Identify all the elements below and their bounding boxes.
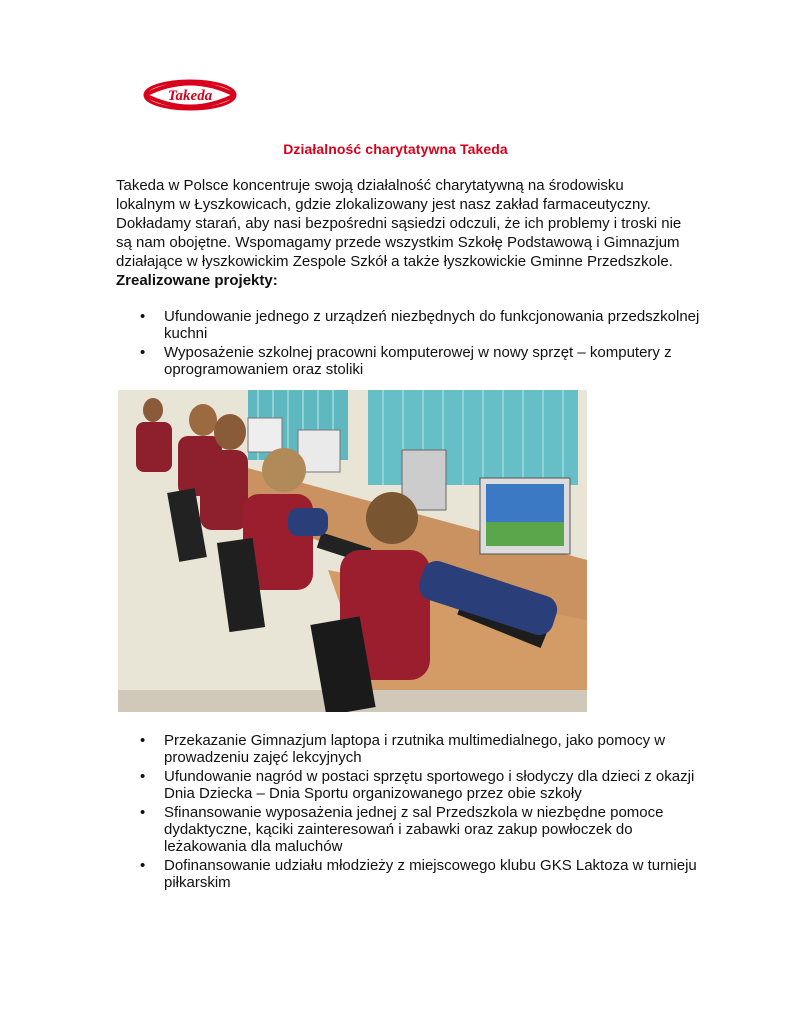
- list-item: [140, 344, 700, 378]
- bullet-icon: •: [140, 804, 146, 821]
- page-title: Działalność charytatywna Takeda: [283, 141, 508, 157]
- list-item-text: Przekazanie Gimnazjum laptopa i rzutnika multimedialnego, jako pomocy w prowadzeniu zajęć lekcyjnych: [164, 732, 666, 766]
- logo-text: Takeda: [167, 88, 213, 104]
- takeda-logo: [142, 76, 238, 114]
- list-item: [140, 804, 700, 855]
- list-item: [140, 732, 700, 766]
- projects-list-2: [140, 732, 700, 893]
- list-item-text: Ufundowanie jednego z urządzeń niezbędnych do funkcjonowania przedszkolnej kuchni: [164, 308, 700, 342]
- bullet-icon: •: [140, 308, 146, 325]
- bullet-icon: •: [140, 344, 146, 361]
- list-item: [140, 308, 700, 342]
- classroom-photo: [118, 390, 587, 712]
- list-item-text: Wyposażenie szkolnej pracowni komputerowej w nowy sprzęt – komputery z oprogramowaniem oraz stoliki: [164, 344, 672, 378]
- bullet-icon: •: [140, 768, 146, 785]
- projects-list-1: [140, 308, 700, 380]
- list-item-text: Sfinansowanie wyposażenia jednej z sal Przedszkola w niezbędne pomoce dydaktyczne, kąciki zainteresowań i zabawki oraz zakup powłoczek do leżakowania dla maluchów: [164, 804, 664, 855]
- intro-paragraph: Takeda w Polsce koncentruje swoją działalność charytatywną na środowisku lokalnym w Łyszkowicach, gdzie zlokalizowany jest nasz zakład farmaceutyczny. Dokładamy starań, aby nasi bezpośredni sąsiedzi odczuli, że ich problemy i troski nie są nam obojętne. Wspomagamy przede wszystkim Szkołę Podstawową i Gimnazjum działające w łyszkowickim Zespole Szkół a także łyszkowickie Gminne Przedszkole.: [116, 177, 682, 270]
- list-item: [140, 768, 700, 802]
- list-item: [140, 857, 700, 891]
- list-item-text: Dofinansowanie udziału młodzieży z miejscowego klubu GKS Laktoza w turnieju piłkarskim: [164, 857, 697, 891]
- bullet-icon: •: [140, 857, 146, 874]
- bullet-icon: •: [140, 732, 146, 749]
- list-item-text: Ufundowanie nagród w postaci sprzętu sportowego i słodyczy dla dzieci z okazji Dnia Dziecka – Dnia Sportu organizowanego przez obie szkoły: [164, 768, 695, 802]
- projects-heading: Zrealizowane projekty:: [116, 272, 278, 289]
